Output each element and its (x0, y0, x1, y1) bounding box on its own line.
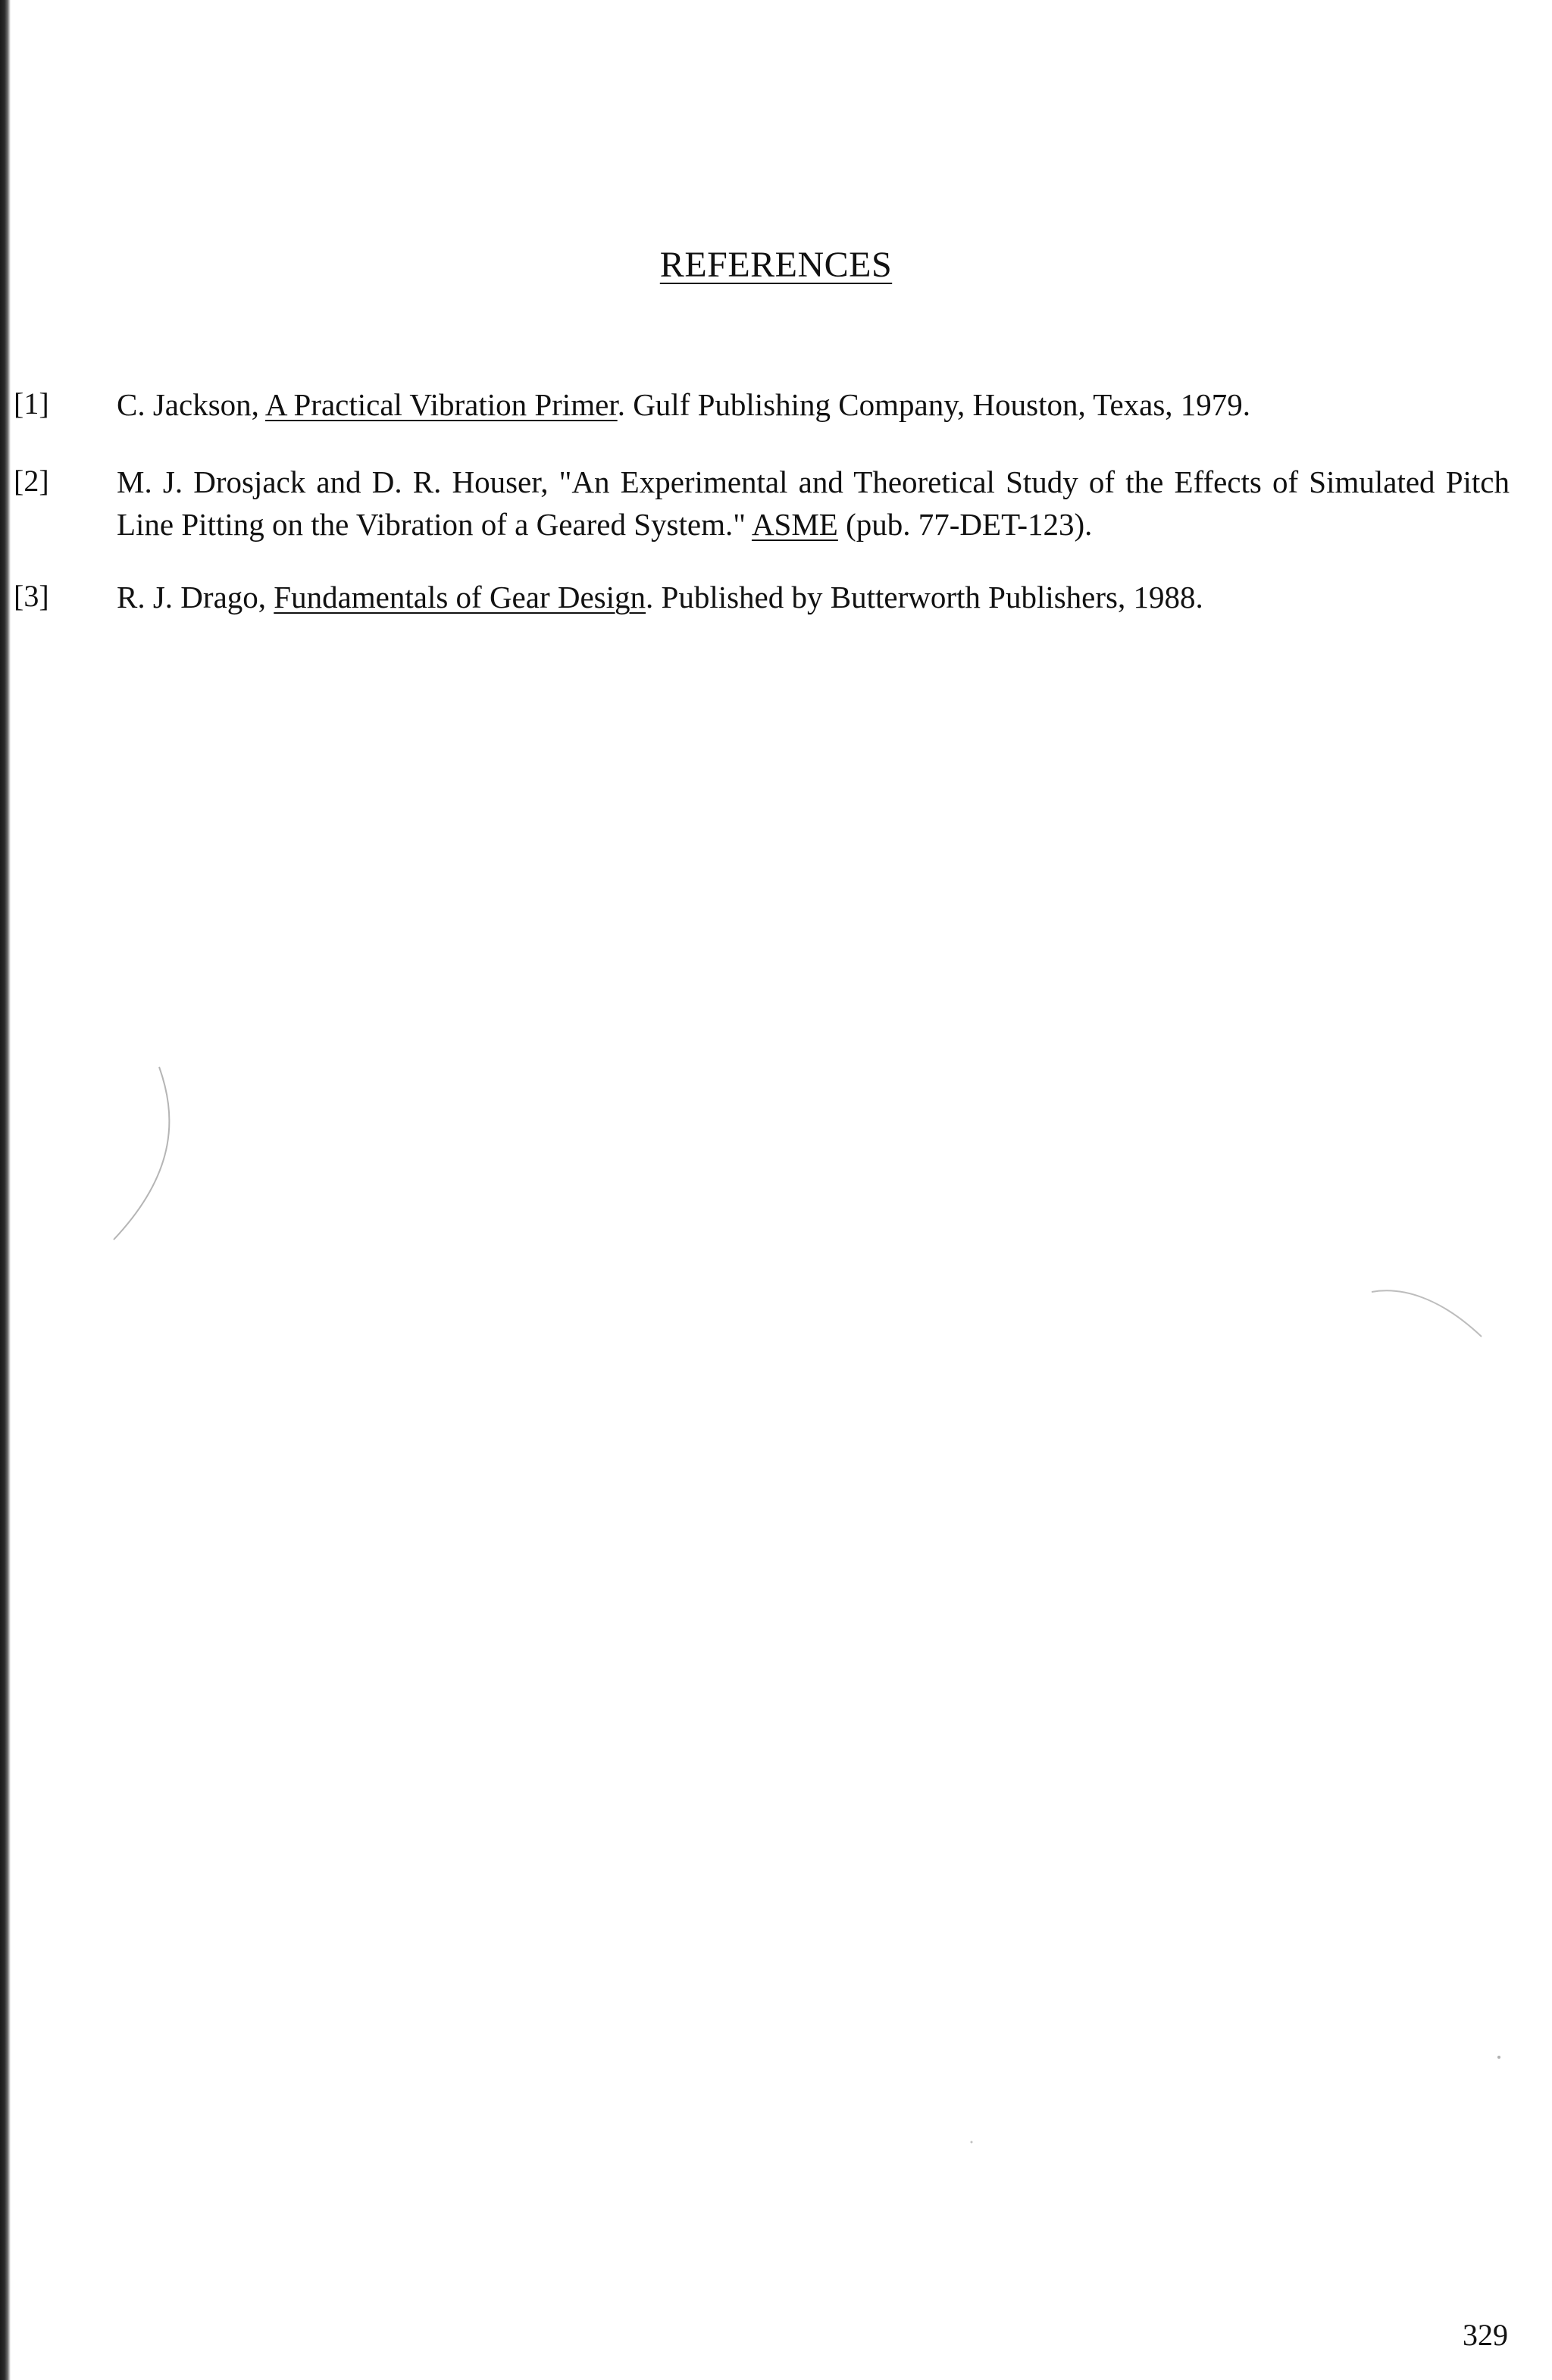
reference-number: [1] (14, 386, 49, 421)
scan-binding-edge (0, 0, 11, 2380)
reference-title: ASME (751, 507, 838, 542)
reference-prefix: C. Jackson, (117, 387, 265, 422)
references-heading: REFERENCES (659, 245, 893, 285)
reference-number: [2] (14, 464, 49, 498)
reference-text (117, 383, 1510, 426)
reference-prefix: M. J. Drosjack and D. R. Houser, "An Experimental and Theoretical Study of the Effects of Simulated Pitch Line Pitting on the Vibration of a Geared System." (117, 464, 1510, 542)
scan-speck (971, 2141, 973, 2144)
page-heading (0, 244, 1552, 286)
reference-suffix: (pub. 77-DET-123). (837, 507, 1093, 542)
reference-title: A Practical Vibration Primer (264, 387, 618, 422)
stray-pencil-stroke (1372, 1290, 1482, 1337)
page-number: 329 (1463, 2318, 1508, 2352)
stray-pencil-stroke (114, 1067, 169, 1240)
reference-title: Fundamentals of Gear Design (274, 580, 646, 615)
reference-number: [3] (14, 579, 49, 613)
scan-speck (1497, 2056, 1500, 2059)
reference-prefix: R. J. Drago, (117, 580, 274, 615)
reference-text (117, 576, 1510, 618)
reference-text (117, 461, 1510, 546)
reference-suffix: . Published by Butterworth Publishers, 1988. (646, 580, 1203, 615)
reference-suffix: . Gulf Publishing Company, Houston, Texas, 1979. (617, 387, 1251, 422)
